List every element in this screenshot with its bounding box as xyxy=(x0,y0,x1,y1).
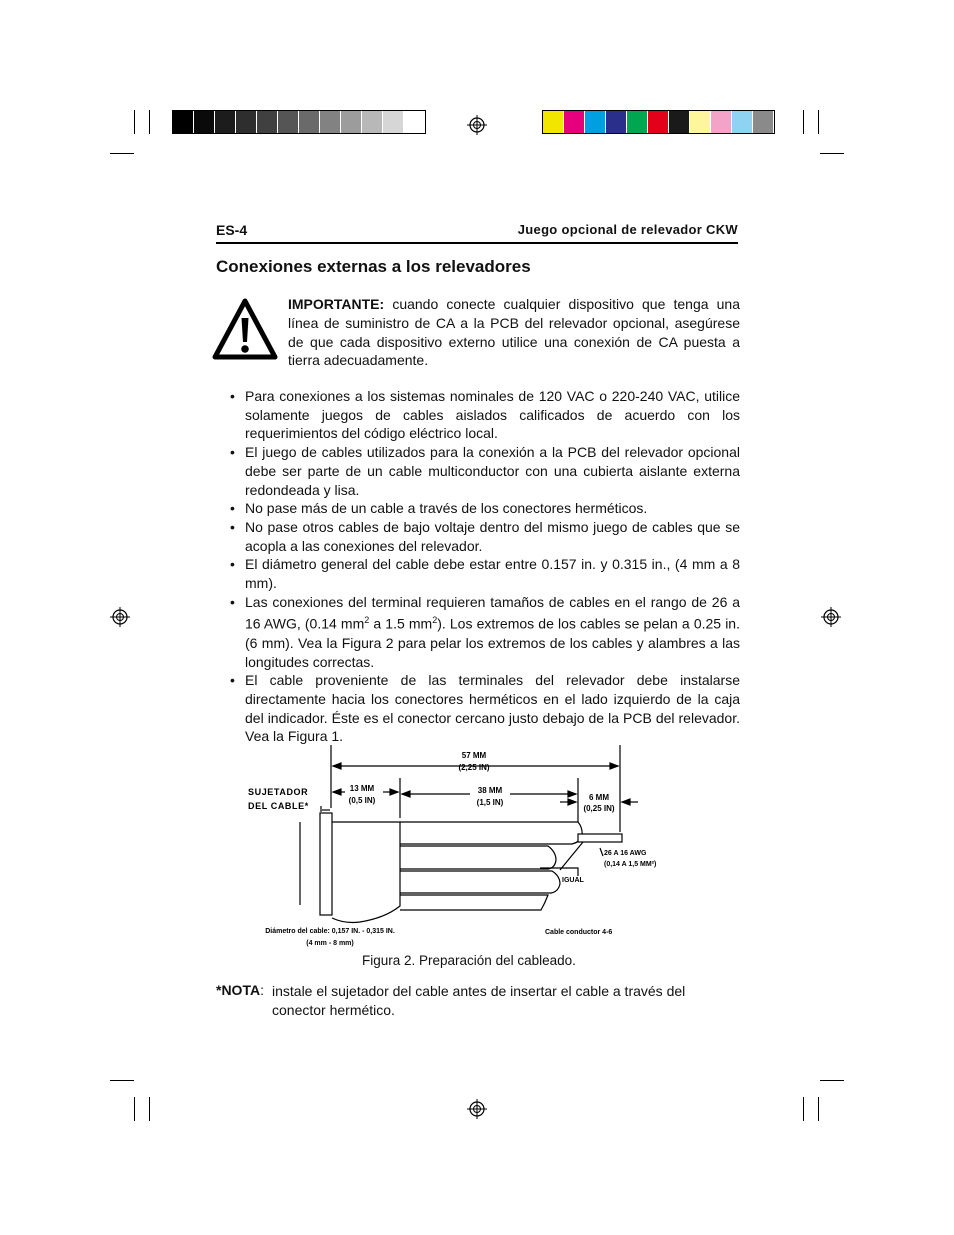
requirements-list xyxy=(230,387,740,746)
color-swatch xyxy=(404,111,425,133)
dim-13-label: 13 MM xyxy=(349,784,375,793)
note-label xyxy=(216,982,264,998)
list-item: • El juego de cables utilizados para la conexión a la PCB del relevador opcional debe ser parte de un cable multiconductor con una cubierta aislante externa redondeada y lisa. xyxy=(230,443,740,499)
superscript: 2 xyxy=(432,615,438,626)
color-swatch xyxy=(648,111,669,133)
registration-mark-icon xyxy=(110,607,130,627)
awg-text-1: Las conexiones del terminal requieren tamaños de cables en el rango de 26 a 16 AWG, (0.14 mm xyxy=(245,593,740,633)
registration-mark-icon xyxy=(467,1099,487,1119)
color-swatch xyxy=(753,111,774,133)
note-colon: : xyxy=(260,982,264,998)
color-swatch xyxy=(606,111,627,133)
color-swatch xyxy=(543,111,564,133)
crop-mark xyxy=(110,153,134,154)
igual-label: IGUAL xyxy=(562,877,584,884)
color-swatch xyxy=(362,111,383,133)
crop-mark xyxy=(803,110,804,134)
grayscale-color-bar xyxy=(172,110,426,134)
diameter-label: Diámetro del cable: 0,157 IN. - 0,315 IN. xyxy=(265,928,395,935)
superscript: 2 xyxy=(364,615,370,626)
page-number: ES-4 xyxy=(216,222,248,238)
list-item: • Para conexiones a los sistemas nominales de 120 VAC o 220-240 VAC, utilice solamente juegos de cables aislados calificados de acuerdo con los requerimientos del código eléctrico local. xyxy=(230,387,740,443)
color-swatch xyxy=(669,111,690,133)
color-swatch xyxy=(690,111,711,133)
awg-text-3: ). Los extremos de los cables se pelan a 0.25 in. (6 mm). Vea la Figura 2 para pelar los extremos de los cables y alambres a las longitudes correctas. xyxy=(245,616,740,670)
important-label: IMPORTANTE: xyxy=(288,296,385,312)
conductor-label: Cable conductor 4-6 xyxy=(545,929,613,936)
clamp-label: SUJETADOR xyxy=(248,787,309,797)
diameter-label-mm: (4 mm - 8 mm) xyxy=(306,940,354,947)
color-swatch xyxy=(732,111,753,133)
registration-mark-icon xyxy=(821,607,841,627)
crop-mark xyxy=(818,110,819,134)
color-swatch xyxy=(341,111,362,133)
color-swatch xyxy=(215,111,236,133)
color-swatch xyxy=(278,111,299,133)
clamp-label-2: DEL CABLE* xyxy=(248,801,309,811)
dim-total-label: 57 MM xyxy=(461,751,487,760)
color-swatch xyxy=(564,111,585,133)
warning-triangle-icon xyxy=(212,298,278,360)
dim-6-label: 6 MM xyxy=(589,793,609,802)
dim-13-label-in: (0,5 IN) xyxy=(348,796,376,805)
color-swatch xyxy=(320,111,341,133)
important-text: cuando conecte cualquier dispositivo que tenga una línea de suministro de CA a la PCB del relevador opcional, asegúrese de que cada dispositivo externo utilice una conexión de CA puesta a tierra adecuadamente. xyxy=(288,296,741,369)
crop-mark xyxy=(803,1097,804,1121)
color-swatch xyxy=(299,111,320,133)
running-title: Juego opcional de relevador CKW xyxy=(517,222,738,237)
registration-mark-icon xyxy=(467,115,487,135)
crop-mark xyxy=(110,1080,134,1081)
color-swatch xyxy=(257,111,278,133)
figure-caption: Figura 2. Preparación del cableado. xyxy=(362,953,576,968)
section-heading: Conexiones externas a los relevadores xyxy=(216,257,531,276)
note-label-text: *NOTA xyxy=(216,982,261,998)
crop-mark xyxy=(149,110,150,134)
crop-mark xyxy=(820,1080,844,1081)
list-item xyxy=(230,593,740,671)
awg-label-mm: (0,14 A 1,5 MM²) xyxy=(604,861,657,868)
list-item: • El diámetro general del cable debe estar entre 0.157 in. y 0.315 in., (4 mm a 8 mm). xyxy=(230,555,740,592)
crop-mark xyxy=(134,110,135,134)
dim-38-label: 38 MM xyxy=(477,786,503,795)
color-swatch xyxy=(711,111,732,133)
crop-mark xyxy=(818,1097,819,1121)
color-swatch xyxy=(236,111,257,133)
crop-mark xyxy=(149,1097,150,1121)
dim-6-label-in: (0,25 IN) xyxy=(583,804,615,813)
color-swatch xyxy=(383,111,404,133)
dim-38-label-in: (1,5 IN) xyxy=(476,798,504,807)
color-swatch xyxy=(194,111,215,133)
crop-mark xyxy=(820,153,844,154)
list-item: • No pase más de un cable a través de los conectores herméticos. xyxy=(230,499,740,518)
dim-total-label-in: (2,25 IN) xyxy=(458,763,490,772)
wiring-diagram xyxy=(240,740,690,955)
color-swatch xyxy=(173,111,194,133)
process-color-bar xyxy=(542,110,775,134)
color-swatch xyxy=(627,111,648,133)
important-notice xyxy=(288,295,740,370)
list-item: • No pase otros cables de bajo voltaje dentro del mismo juego de cables que se acopla a las conexiones del relevador. xyxy=(230,518,740,555)
awg-label: 26 A 16 AWG xyxy=(604,850,647,857)
crop-mark xyxy=(134,1097,135,1121)
note-text: instale el sujetador del cable antes de insertar el cable a través del conector hermético. xyxy=(272,983,686,1018)
header-rule xyxy=(216,242,738,244)
awg-text-2: a 1.5 mm xyxy=(369,616,433,633)
list-item: • El cable proveniente de las terminales del relevador debe instalarse directamente hacia los conectores herméticos en el lado izquierdo de la caja del indicador. Éste es el conector cercano justo debajo de la PCB del relevador. Vea la Figura 1. xyxy=(230,671,740,746)
color-swatch xyxy=(585,111,606,133)
